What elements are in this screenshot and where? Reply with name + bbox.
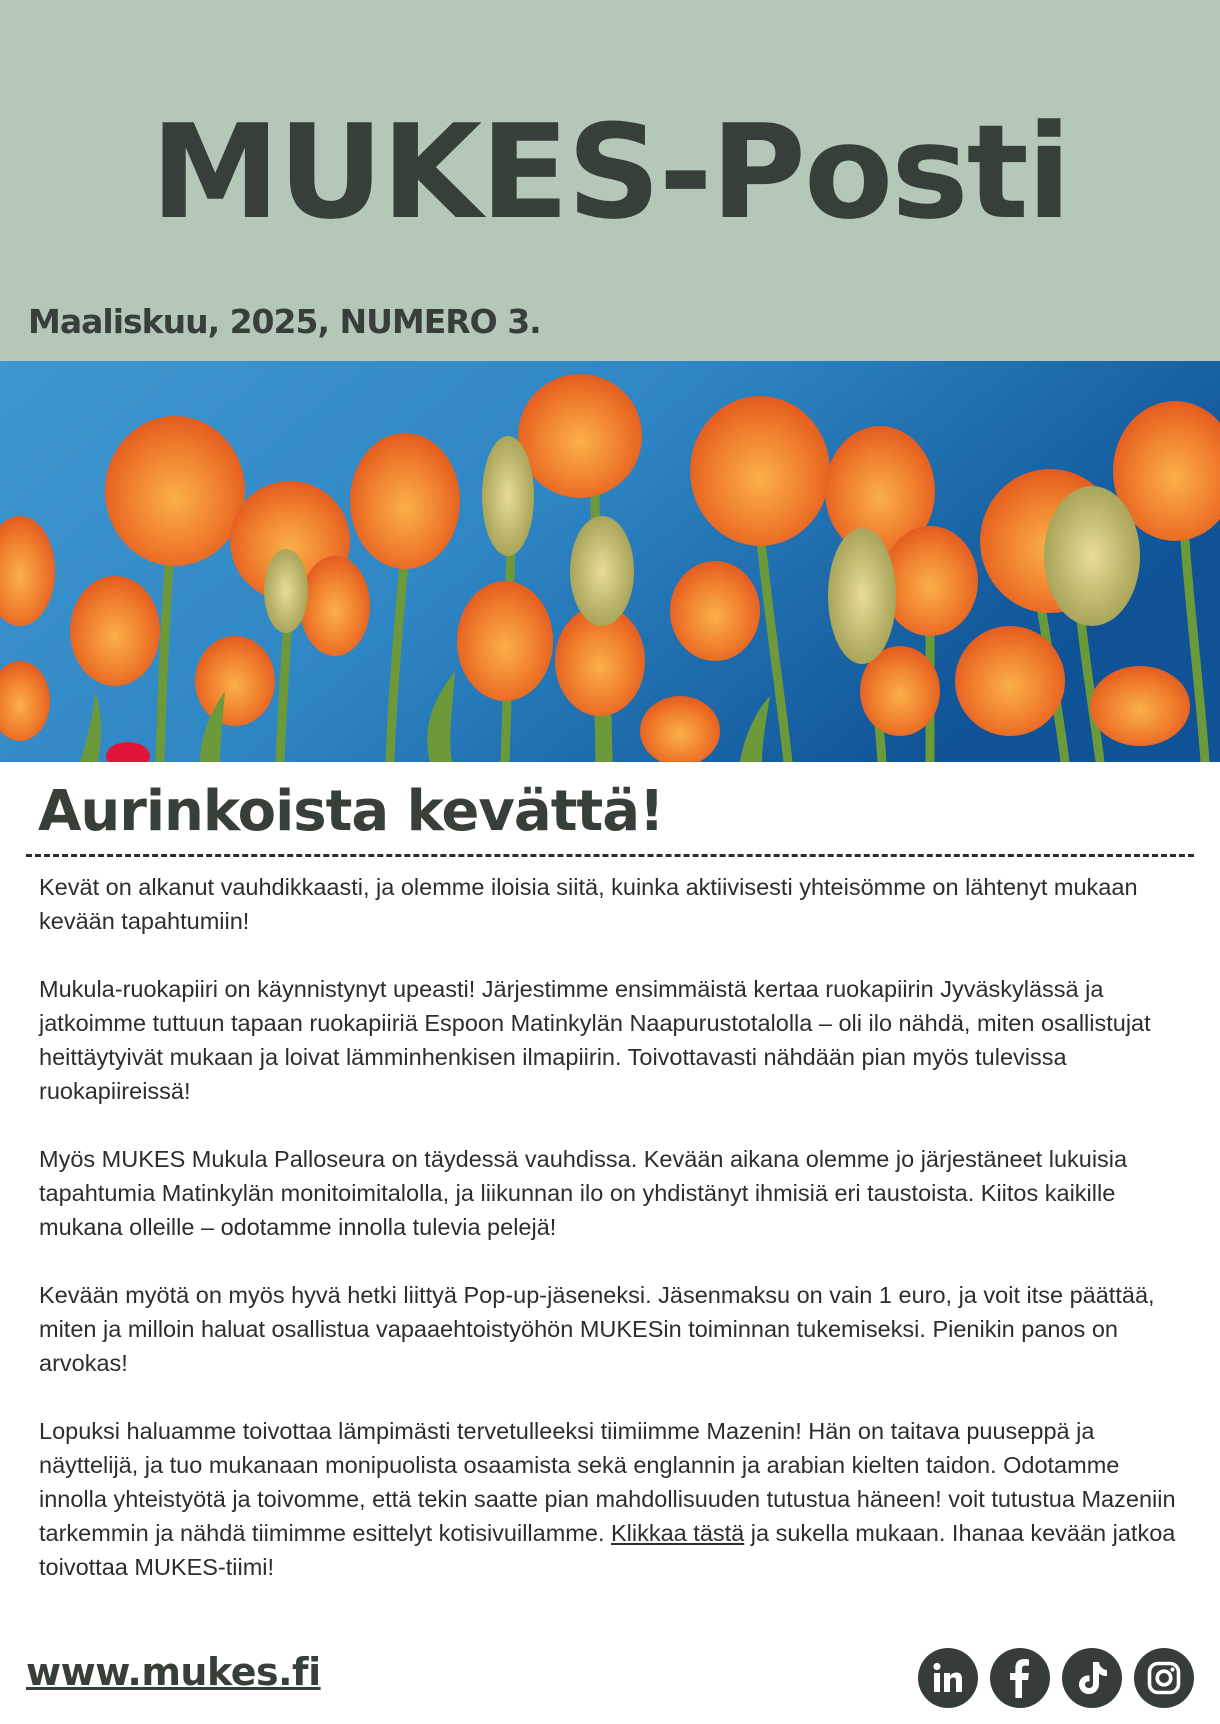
instagram-icon xyxy=(1146,1660,1182,1696)
tiktok-link[interactable] xyxy=(1062,1648,1122,1708)
linkedin-link[interactable] xyxy=(918,1648,978,1708)
masthead-banner xyxy=(0,0,1220,361)
paragraph-intro: Kevät on alkanut vauhdikkaasti, ja olemme iloisia siitä, kuinka aktiivisesti yhteisömme on lähtenyt mukaan kevään tapahtumiin! xyxy=(39,874,1138,934)
dashed-divider xyxy=(26,854,1194,857)
issue-date: Maaliskuu, 2025, NUMERO 3. xyxy=(28,302,541,341)
linkedin-icon xyxy=(931,1661,965,1695)
social-links xyxy=(918,1648,1194,1708)
mazen-text: Lopuksi haluamme toivottaa lämpimästi tervetulleeksi tiimiimme Mazenin! Hän on taitava puuseppä ja näyttelijä, ja tuo mukanaan monipuolista osaamista sekä englannin ja arabian kielten taidon. Odotamme innolla yhteistyötä ja toivomme, että tekin saatte pian mahdollisuuden tutustua häneen! voit tutustua Mazeniin tarkemmin ja nähdä tiimimme esittelyt kotisivuillamme. xyxy=(39,1418,1176,1546)
facebook-icon xyxy=(1003,1658,1037,1698)
paragraph-palloseura: Myös MUKES Mukula Palloseura on täydessä vauhdissa. Kevään aikana olemme jo järjestäneet lukuisia tapahtumia Matinkylän monitoimitalolla, ja liikunnan ilo on yhdistänyt ihmisiä eri taustoista. Kiitos kaikille mukana olleille – odotamme innolla tulevia pelejä! xyxy=(39,1146,1128,1240)
tiktok-icon xyxy=(1075,1660,1109,1696)
paragraph-ruokapiiri: Mukula-ruokapiiri on käynnistynyt upeasti! Järjestimme ensimmäistä kertaa ruokapiirin Jyväskylässä ja jatkoimme tuttuun tapaan ruokapiiriä Espoon Matinkylän Naapurustotalolla – oli ilo nähdä, miten osallistujat heittäytyivät mukaan ja loivat lämminhenkisen ilmapiirin. Toivottavasti nähdään pian myös tulevissa ruokapiireissä! xyxy=(39,976,1151,1104)
closing-text: ja sukella mukaan. Ihanaa kevään jatkoa toivottaa MUKES-tiimi! xyxy=(39,1520,1176,1580)
tulip-hero-image xyxy=(0,361,1220,762)
paragraph-mazen xyxy=(39,1414,1189,1584)
paragraph-pop-up: Kevään myötä on myös hyvä hetki liittyä Pop-up-jäseneksi. Jäsenmaksu on vain 1 euro, ja voit itse päättää, miten ja milloin haluat osallistua vapaaehtoistyöhön MUKESin toiminnan tukemiseksi. Pienikin panos on arvokas! xyxy=(39,1282,1155,1376)
click-here-link[interactable]: Klikkaa tästä xyxy=(611,1520,745,1546)
article-body xyxy=(39,870,1189,1618)
facebook-link[interactable] xyxy=(990,1648,1050,1708)
instagram-link[interactable] xyxy=(1134,1648,1194,1708)
website-link[interactable]: www.mukes.fi xyxy=(26,1650,321,1694)
newsletter-title: MUKES-Posti xyxy=(150,96,1070,248)
article-heading: Aurinkoista kevättä! xyxy=(38,779,664,844)
